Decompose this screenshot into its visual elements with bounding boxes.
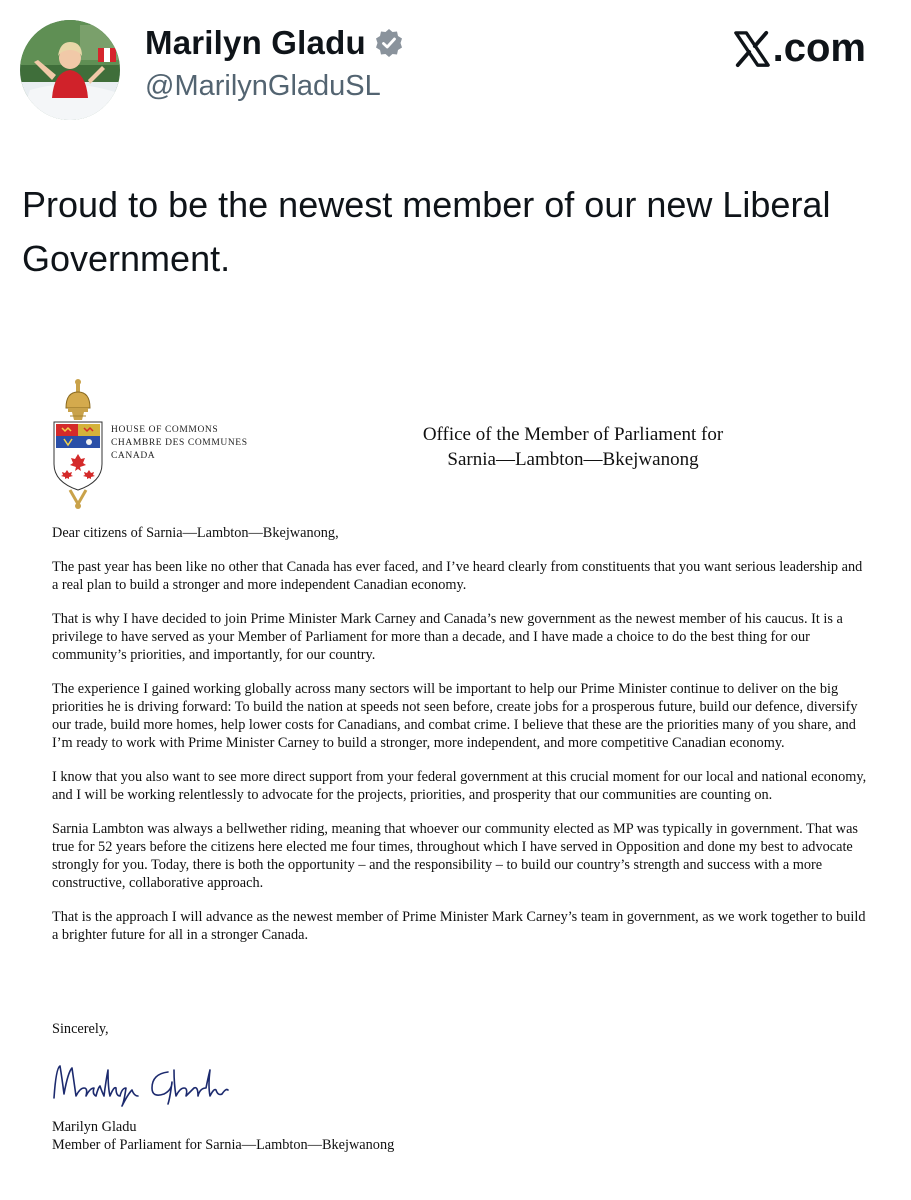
x-icon — [733, 30, 771, 68]
letterhead-office — [380, 422, 766, 472]
tweet-text: Proud to be the newest member of our new Liberal Government. — [22, 184, 831, 279]
letter-body — [52, 524, 872, 960]
house-of-commons-crest-icon — [50, 378, 106, 510]
letter-closing: Sincerely, — [52, 1021, 109, 1037]
office-line-2: Sarnia—Lambton—Bkejwanong — [447, 449, 699, 470]
x-logo — [733, 26, 866, 71]
letter-salutation: Dear citizens of Sarnia—Lambton—Bkejwanong, — [52, 525, 339, 541]
letterhead-line-1: HOUSE OF COMMONS — [111, 425, 219, 435]
letter-paragraph: That is the approach I will advance as the newest member of Prime Minister Mark Carney’s team in government, as we work together to build a brighter future for all in a stronger Canada. — [52, 909, 866, 943]
letterhead-line-2: CHAMBRE DES COMMUNES — [111, 438, 248, 448]
platform-label: .com — [772, 26, 866, 70]
letter-paragraph: That is why I have decided to join Prime Minister Mark Carney and Canada’s new government as the newest member of his caucus. It is a privilege to have served as your Member of Parliament for more than a decade, and I have made a choice to do the best thing for our community’s priorities, and importantly, for our country. — [52, 611, 843, 663]
letter-signer — [52, 1118, 394, 1154]
signer-title: Member of Parliament for Sarnia—Lambton—Bkejwanong — [52, 1137, 395, 1153]
tweet-header — [0, 0, 911, 150]
letter-paragraph: I know that you also want to see more direct support from your federal government at this crucial moment for our local and national economy, and I will be working relentlessly to advocate for the projects, priorities, and prosperity that our communities are counting on. — [52, 769, 867, 803]
author-name[interactable]: Marilyn Gladu — [145, 24, 366, 61]
letter-paragraph: Sarnia Lambton was always a bellwether riding, meaning that whoever our community elected as MP was typically in government. That was true for 52 years before the citizens here elected me four times, throughout which I have served in Opposition and done my best to advocate strongly for you. Today, there is both the opportunity – and the responsibility – to build our country’s strength and success with a more constructive, collaborative approach. — [52, 821, 858, 891]
letter-image — [0, 370, 911, 1200]
verified-badge-icon — [374, 28, 404, 58]
author-name-row — [145, 24, 404, 62]
letterhead-line-3: CANADA — [111, 451, 156, 461]
office-line-1: Office of the Member of Parliament for — [422, 424, 724, 445]
signer-name: Marilyn Gladu — [52, 1119, 137, 1135]
letter-paragraph: The past year has been like no other that Canada has ever faced, and I’ve heard clearly from constituents that you want serious leadership and a real plan to build a stronger and more independent Canadian economy. — [52, 559, 863, 593]
handwritten-signature — [48, 1058, 268, 1108]
author-handle[interactable]: @MarilynGladuSL — [145, 70, 381, 102]
letter-paragraph: The experience I gained working globally across many sectors will be important to help our Prime Minister continue to deliver on the big priorities he is driving forward: To build the nation at speeds not seen before, create jobs for a prosperous future, build our defence, diversify our trade, build more homes, help lower costs for Canadians, and combat crime. I believe that these are the priorities many of you share, and I’m ready to work with Prime Minister Carney to build a stronger, more independent, and more competitive Canadian economy. — [52, 681, 858, 751]
letterhead-institution — [111, 424, 248, 463]
avatar[interactable] — [20, 20, 120, 120]
